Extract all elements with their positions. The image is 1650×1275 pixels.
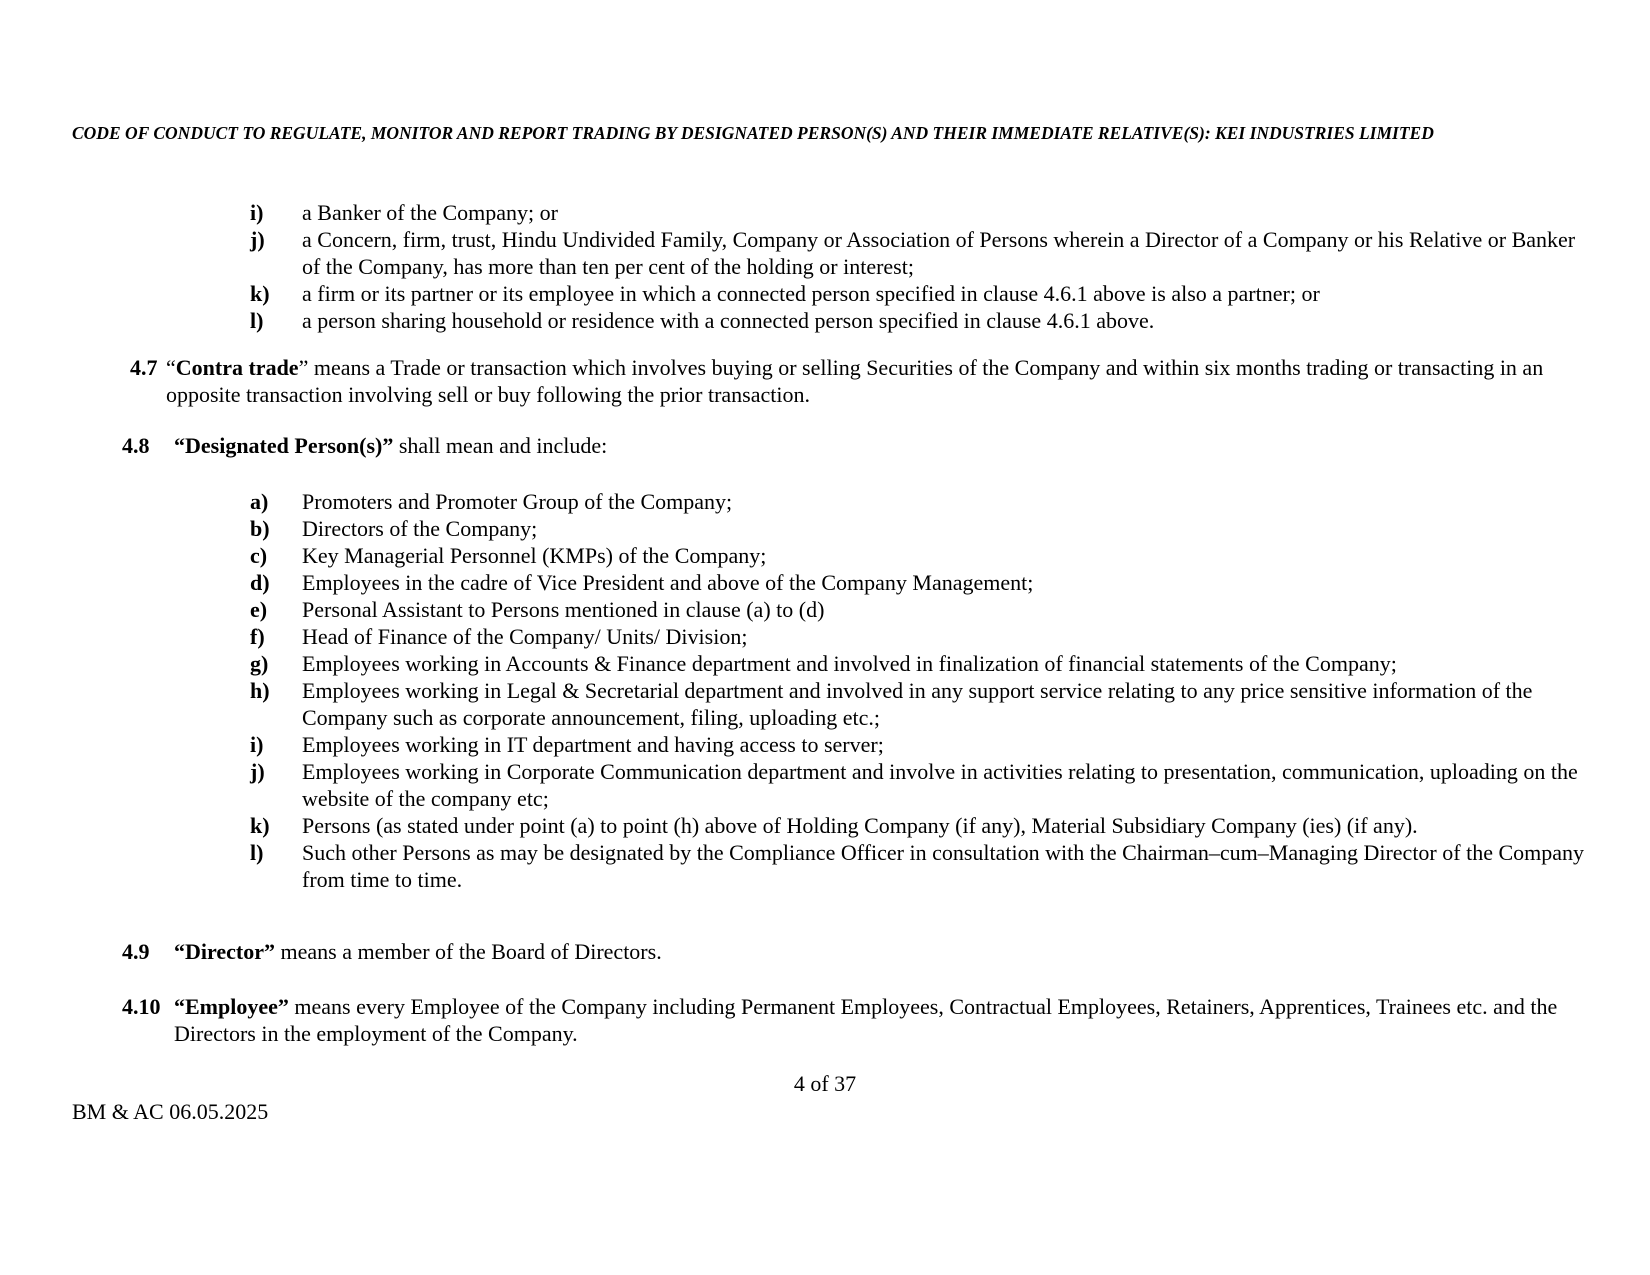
list-item	[250, 731, 1590, 758]
list-item-label: h)	[250, 678, 270, 703]
clause-text	[174, 432, 1587, 459]
defined-term: “Designated Person(s)”	[174, 433, 394, 458]
list-item-label: j)	[250, 759, 265, 784]
list-item-text: Directors of the Company;	[302, 516, 538, 541]
list-item	[250, 812, 1590, 839]
list-item	[250, 515, 1590, 542]
clause-4-7	[130, 354, 1595, 408]
list-item-label: i)	[250, 200, 264, 225]
list-item	[250, 677, 1590, 731]
list-item-label: j)	[250, 227, 265, 252]
list-item-label: i)	[250, 732, 264, 757]
page-number: 4 of 37	[793, 1071, 857, 1096]
list-item-label: d)	[250, 570, 270, 595]
list-item-label: f)	[250, 624, 265, 649]
definition-text: means every Employee of the Company including Permanent Employees, Contractual Employees, Retainers, Apprentices, Trainees etc. and the Directors in the employment of the Company.	[174, 994, 1558, 1046]
list-item-label: l)	[250, 308, 264, 333]
designated-person-list	[250, 488, 1590, 893]
list-item-text: Employees working in Legal & Secretarial department and involved in any support service relating to any price sensitive information of the Company such as corporate announcement, filing, uploading etc.;	[302, 678, 1533, 730]
list-item-label: a)	[250, 489, 269, 514]
clause-number: 4.8	[122, 433, 150, 458]
list-item	[250, 758, 1590, 812]
list-item	[250, 623, 1590, 650]
definition-text: shall mean and include:	[393, 433, 608, 458]
open-quote: “	[166, 355, 176, 380]
list-item-text: a Banker of the Company; or	[302, 200, 558, 225]
clause-4-10	[122, 993, 1587, 1047]
list-item-text: a person sharing household or residence with a connected person specified in clause 4.6.1 above.	[302, 308, 1155, 333]
document-header: CODE OF CONDUCT TO REGULATE, MONITOR AND REPORT TRADING BY DESIGNATED PERSON(S) AND THEIR IMMEDIATE RELATIVE(S): KEI INDUSTRIES LIMITED	[72, 123, 1434, 143]
list-item-label: c)	[250, 543, 268, 568]
list-item	[250, 569, 1590, 596]
list-item-label: k)	[250, 813, 270, 838]
list-item	[250, 839, 1590, 893]
defined-term: “Employee”	[174, 994, 289, 1019]
list-item-text: Head of Finance of the Company/ Units/ Division;	[302, 624, 748, 649]
list-item	[250, 307, 1590, 334]
list-item-text: Employees in the cadre of Vice President and above of the Company Management;	[302, 570, 1034, 595]
list-item	[250, 596, 1590, 623]
clause-4-8	[122, 432, 1587, 459]
list-item-text: Personal Assistant to Persons mentioned in clause (a) to (d)	[302, 597, 825, 622]
definition-text: ” means a Trade or transaction which involves buying or selling Securities of the Company and within six months trading or transacting in an opposite transaction involving sell or buy following the prior transaction.	[166, 355, 1544, 407]
list-item-label: l)	[250, 840, 264, 865]
list-item	[250, 199, 1590, 226]
list-item-text: a Concern, firm, trust, Hindu Undivided Family, Company or Association of Persons wherein a Director of a Company or his Relative or Banker of the Company, has more than ten per cent of the holding or interest;	[302, 227, 1576, 279]
clause-4-9	[122, 938, 1587, 965]
clause-number: 4.10	[122, 994, 161, 1019]
list-item	[250, 542, 1590, 569]
list-item-text: Promoters and Promoter Group of the Company;	[302, 489, 733, 514]
clause-text	[166, 354, 1595, 408]
clause-number: 4.7	[130, 355, 158, 380]
list-item-text: Employees working in IT department and having access to server;	[302, 732, 884, 757]
list-item-label: g)	[250, 651, 269, 676]
definition-text: means a member of the Board of Directors.	[275, 939, 662, 964]
clause-number: 4.9	[122, 939, 150, 964]
list-item-text: Persons (as stated under point (a) to point (h) above of Holding Company (if any), Material Subsidiary Company (ies) (if any).	[302, 813, 1418, 838]
list-item-text: Employees working in Corporate Communication department and involve in activities relating to presentation, communication, uploading on the website of the company etc;	[302, 759, 1578, 811]
list-item-label: k)	[250, 281, 270, 306]
list-item	[250, 488, 1590, 515]
connected-person-list	[250, 199, 1590, 334]
list-item-label: b)	[250, 516, 270, 541]
list-item-text: Employees working in Accounts & Finance department and involved in finalization of financial statements of the Company;	[302, 651, 1397, 676]
clause-text	[174, 993, 1587, 1047]
defined-term: Contra trade	[175, 355, 299, 380]
list-item	[250, 280, 1590, 307]
list-item-text: Key Managerial Personnel (KMPs) of the Company;	[302, 543, 767, 568]
defined-term: “Director”	[174, 939, 275, 964]
list-item	[250, 226, 1590, 280]
list-item-text: Such other Persons as may be designated by the Compliance Officer in consultation with the Chairman–cum–Managing Director of the Company from time to time.	[302, 840, 1585, 892]
footer-date: BM & AC 06.05.2025	[72, 1099, 269, 1124]
list-item	[250, 650, 1590, 677]
list-item-text: a firm or its partner or its employee in which a connected person specified in clause 4.6.1 above is also a partner; or	[302, 281, 1320, 306]
clause-text	[174, 938, 1587, 965]
list-item-label: e)	[250, 597, 268, 622]
